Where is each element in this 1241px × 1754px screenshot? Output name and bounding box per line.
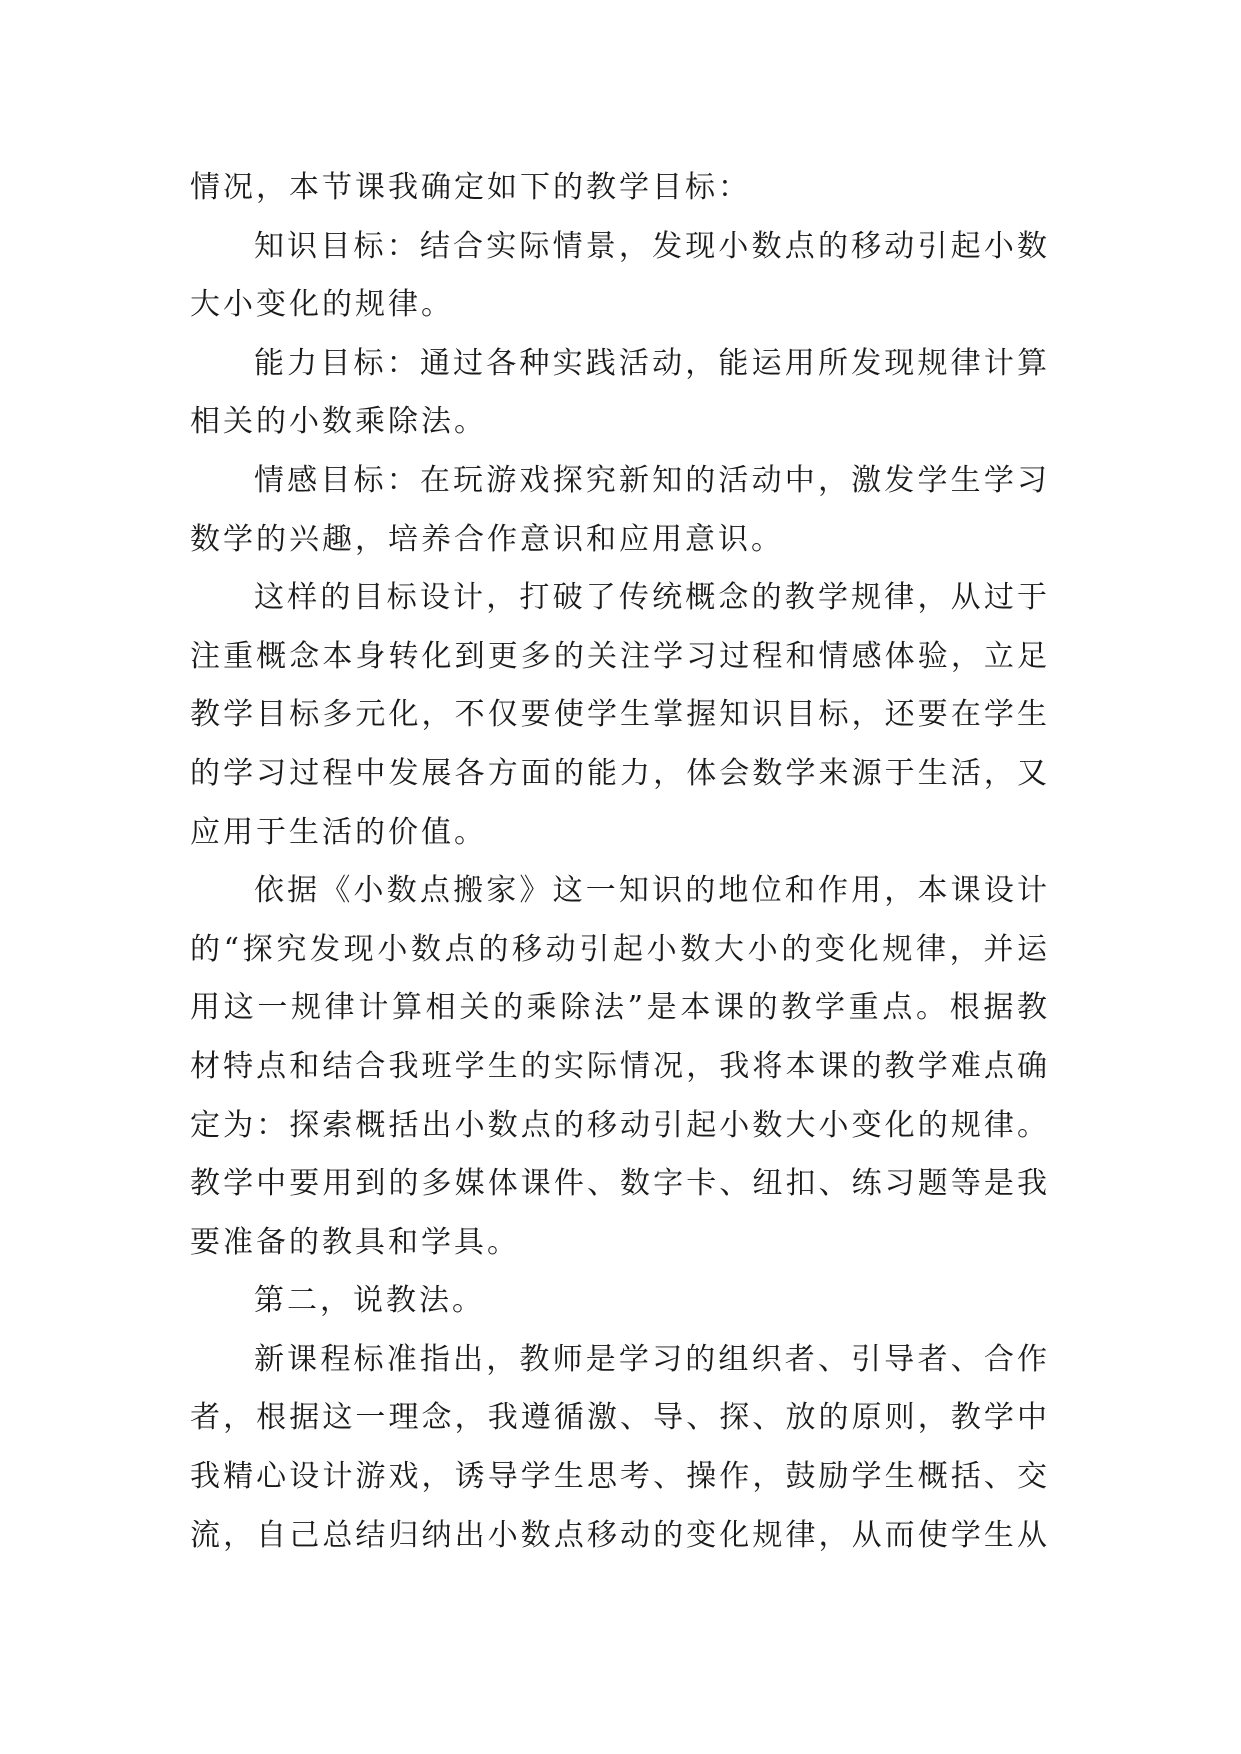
text-line: 应用于生活的价值。 (190, 814, 487, 850)
text-line: 教学中要用到的多媒体课件、数字卡、纽扣、练习题等是我 (190, 1166, 1050, 1202)
text-line: 相关的小数乘除法。 (190, 404, 487, 440)
text-line: 数学的兴趣，培养合作意识和应用意识。 (190, 521, 784, 557)
text-line: 的学习过程中发展各方面的能力，体会数学来源于生活，又 (190, 755, 1050, 791)
text-line: 这样的目标设计，打破了传统概念的教学规律，从过于 (254, 580, 1050, 616)
text-line: 的“探究发现小数点的移动引起小数大小的变化规律，并运 (190, 931, 1050, 967)
text-line: 依据《小数点搬家》这一知识的地位和作用，本课设计 (254, 873, 1050, 909)
text-line: 注重概念本身转化到更多的关注学习过程和情感体验，立足 (190, 638, 1050, 674)
text-line: 定为：探索概括出小数点的移动引起小数大小变化的规律。 (190, 1107, 1050, 1143)
text-line: 者，根据这一理念，我遵循激、导、探、放的原则，教学中 (190, 1400, 1050, 1436)
text-line: 新课程标准指出，教师是学习的组织者、引导者、合作 (254, 1341, 1050, 1377)
text-line: 流，自己总结归纳出小数点移动的变化规律，从而使学生从 (190, 1517, 1050, 1553)
text-line: 第二，说教法。 (254, 1283, 485, 1319)
text-line: 要准备的教具和学具。 (190, 1224, 520, 1260)
text-line: 大小变化的规律。 (190, 287, 454, 323)
text-line: 材特点和结合我班学生的实际情况，我将本课的教学难点确 (190, 1048, 1050, 1084)
text-line: 我精心设计游戏，诱导学生思考、操作，鼓励学生概括、交 (190, 1459, 1050, 1495)
text-line: 情感目标：在玩游戏探究新知的活动中，激发学生学习 (254, 462, 1050, 498)
text-line: 能力目标：通过各种实践活动，能运用所发现规律计算 (254, 345, 1050, 381)
text-line: 情况，本节课我确定如下的教学目标： (190, 170, 751, 205)
text-line: 知识目标：结合实际情景，发现小数点的移动引起小数 (254, 228, 1050, 264)
body-text (190, 159, 1050, 1565)
text-line: 教学目标多元化，不仅要使学生掌握知识目标，还要在学生 (190, 697, 1050, 733)
text-line: 用这一规律计算相关的乘除法”是本课的教学重点。根据教 (190, 990, 1050, 1026)
